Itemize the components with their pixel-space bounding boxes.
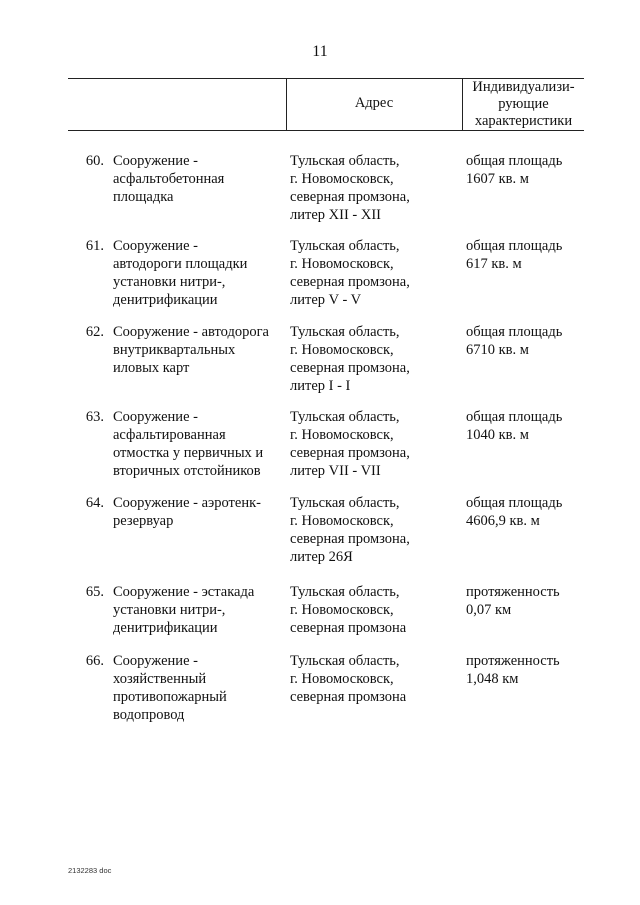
table-header-bottom-rule bbox=[68, 130, 584, 131]
row-number: 60. bbox=[85, 153, 104, 169]
row-address: Тульская область, г. Новомосковск, северная промзона bbox=[290, 584, 407, 636]
row-address: Тульская область, г. Новомосковск, северная промзона, литер XII - XII bbox=[290, 153, 410, 223]
row-name: Сооружение - аэротенк- резервуар bbox=[113, 495, 261, 529]
row-address: Тульская область, г. Новомосковск, северная промзона, литер V - V bbox=[290, 238, 410, 308]
row-number: 66. bbox=[85, 653, 104, 669]
row-name: Сооружение - автодорога внутриквартальных иловых карт bbox=[113, 324, 269, 376]
row-characteristics: общая площадь 6710 кв. м bbox=[466, 324, 563, 358]
row-number: 65. bbox=[85, 584, 104, 600]
page-number: 11 bbox=[312, 43, 328, 60]
row-name: Сооружение - хозяйственный противопожарный водопровод bbox=[113, 653, 227, 723]
row-number: 61. bbox=[85, 238, 104, 254]
document-code: 2132283 doc bbox=[68, 866, 112, 875]
row-name: Сооружение - эстакада установки нитри-, денитрификации bbox=[113, 584, 255, 636]
row-address: Тульская область, г. Новомосковск, северная промзона bbox=[290, 653, 407, 705]
row-address: Тульская область, г. Новомосковск, северная промзона, литер VII - VII bbox=[290, 409, 410, 479]
header-address: Адрес bbox=[354, 95, 394, 111]
row-characteristics: общая площадь 1607 кв. м bbox=[466, 153, 563, 187]
row-characteristics: общая площадь 617 кв. м bbox=[466, 238, 563, 272]
row-name: Сооружение - автодороги площадки установки нитри-, денитрификации bbox=[113, 238, 248, 308]
row-characteristics: общая площадь 4606,9 кв. м bbox=[466, 495, 563, 529]
row-number: 63. bbox=[85, 409, 104, 425]
row-address: Тульская область, г. Новомосковск, северная промзона, литер 26Я bbox=[290, 495, 410, 565]
row-characteristics: протяженность 1,048 км bbox=[466, 653, 560, 687]
row-name: Сооружение - асфальтированная отмостка у первичных и вторичных отстойников bbox=[113, 409, 264, 479]
row-number: 64. bbox=[85, 495, 104, 511]
row-characteristics: общая площадь 1040 кв. м bbox=[466, 409, 563, 443]
row-number: 62. bbox=[85, 324, 104, 340]
row-name: Сооружение - асфальтобетонная площадка bbox=[113, 153, 225, 205]
header-characteristics: Индивидуализи- рующие характеристики bbox=[472, 79, 575, 129]
row-characteristics: протяженность 0,07 км bbox=[466, 584, 560, 618]
row-address: Тульская область, г. Новомосковск, северная промзона, литер I - I bbox=[290, 324, 410, 394]
